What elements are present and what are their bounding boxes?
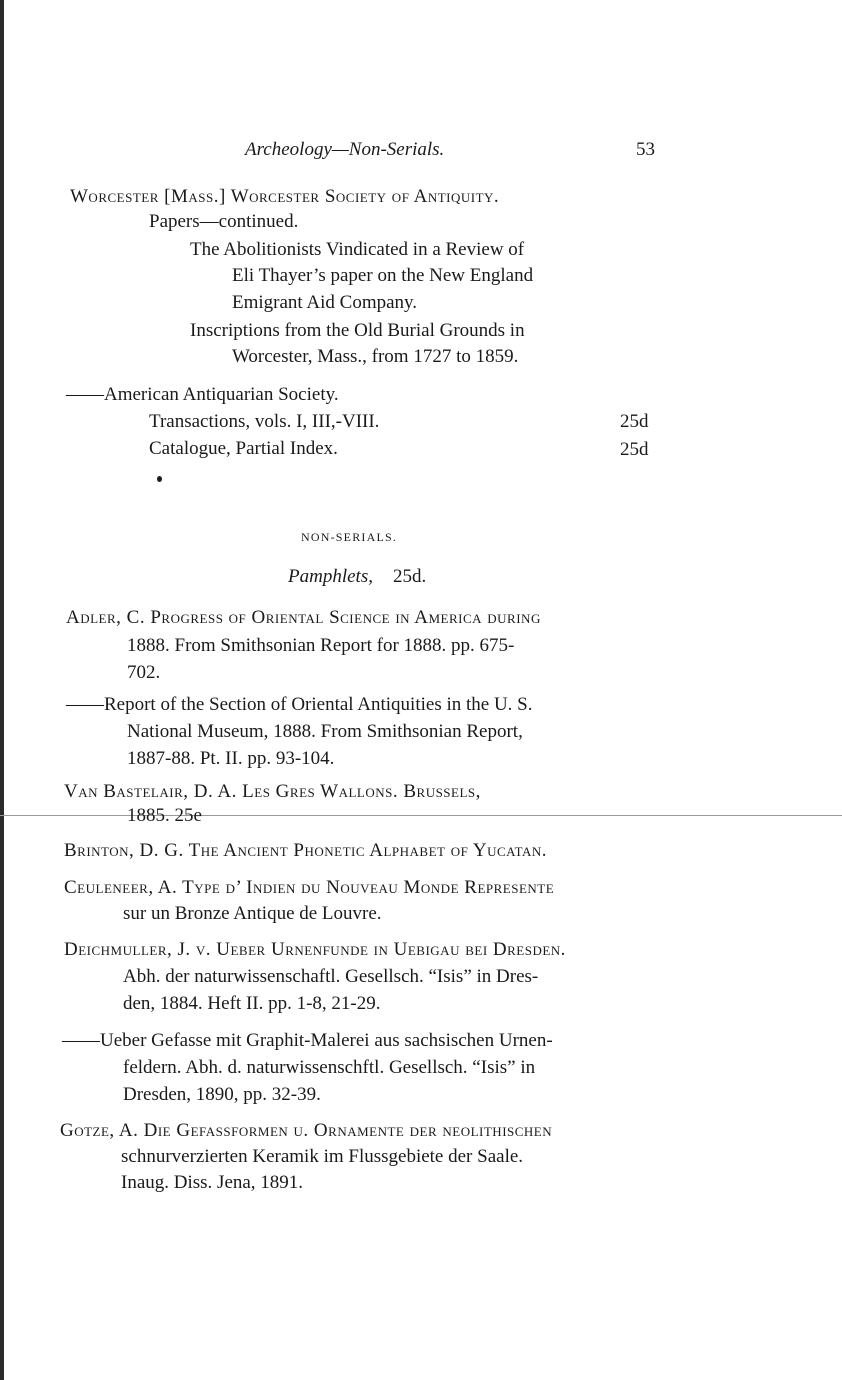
entry-line: ——American Antiquarian Society. — [66, 384, 339, 405]
entry-line: 702. — [127, 662, 161, 683]
entry-line: Worcester [Mass.] Worcester Society of Antiquity. — [70, 186, 500, 207]
entry-line: Ceuleneer, A. Type d’ Indien du Nouveau Monde Represente — [64, 877, 555, 898]
stray-mark — [157, 476, 162, 482]
entry-line: National Museum, 1888. From Smithsonian Report, — [127, 721, 523, 742]
page-left-border — [0, 0, 4, 1380]
entry-line: Van Bastelair, D. A. Les Gres Wallons. Brussels, — [64, 781, 481, 802]
section-heading: NON-SERIALS. — [301, 530, 398, 544]
entry-line: Worcester, Mass., from 1727 to 1859. — [232, 346, 519, 367]
entry-line: 1888. From Smithsonian Report for 1888. pp. 675- — [127, 635, 515, 656]
entry-line: The Abolitionists Vindicated in a Review of — [190, 239, 525, 260]
entry-line: ——Ueber Gefasse mit Graphit-Malerei aus sachsischen Urnen- — [62, 1030, 553, 1051]
entry-line: Gotze, A. Die Gefassformen u. Ornamente der neolithischen — [60, 1120, 553, 1141]
page-number: 53 — [636, 139, 655, 160]
subheading-italic: Pamphlets, — [288, 566, 373, 587]
entry-line: Abh. der naturwissenschaftl. Gesellsch. “Isis” in Dres- — [123, 966, 539, 987]
entry-line: Emigrant Aid Company. — [232, 292, 418, 313]
entry-line: feldern. Abh. d. naturwissenschftl. Gesellsch. “Isis” in — [123, 1057, 536, 1078]
entry-line: schnurverzierten Keramik im Flussgebiete der Saale. — [121, 1146, 524, 1167]
entry-line: Dresden, 1890, pp. 32-39. — [123, 1084, 321, 1105]
entry-line: 1885. 25e — [127, 805, 202, 826]
entry-line: Catalogue, Partial Index. — [149, 438, 338, 459]
subheading-price: 25d. — [393, 566, 427, 587]
entry-line: Transactions, vols. I, III,-VIII. — [149, 411, 380, 432]
running-title: Archeology—Non-Serials. — [245, 139, 445, 160]
entry-line: Inaug. Diss. Jena, 1891. — [121, 1172, 304, 1193]
entry-line: 1887-88. Pt. II. pp. 93-104. — [127, 748, 335, 769]
entry-line: sur un Bronze Antique de Louvre. — [123, 903, 382, 924]
entry-line: Adler, C. Progress of Oriental Science in America during — [66, 607, 541, 628]
price-label: 25d — [620, 411, 649, 432]
entry-line: Inscriptions from the Old Burial Grounds in — [190, 320, 525, 341]
entry-line: Deichmuller, J. v. Ueber Urnenfunde in Uebigau bei Dresden. — [64, 939, 566, 960]
entry-line: ——Report of the Section of Oriental Antiquities in the U. S. — [66, 694, 533, 715]
entry-line: Brinton, D. G. The Ancient Phonetic Alphabet of Yucatan. — [64, 840, 548, 861]
entry-line: Eli Thayer’s paper on the New England — [232, 265, 534, 286]
entry-line: den, 1884. Heft II. pp. 1-8, 21-29. — [123, 993, 381, 1014]
entry-line: Papers—continued. — [149, 211, 299, 232]
price-label: 25d — [620, 439, 649, 460]
